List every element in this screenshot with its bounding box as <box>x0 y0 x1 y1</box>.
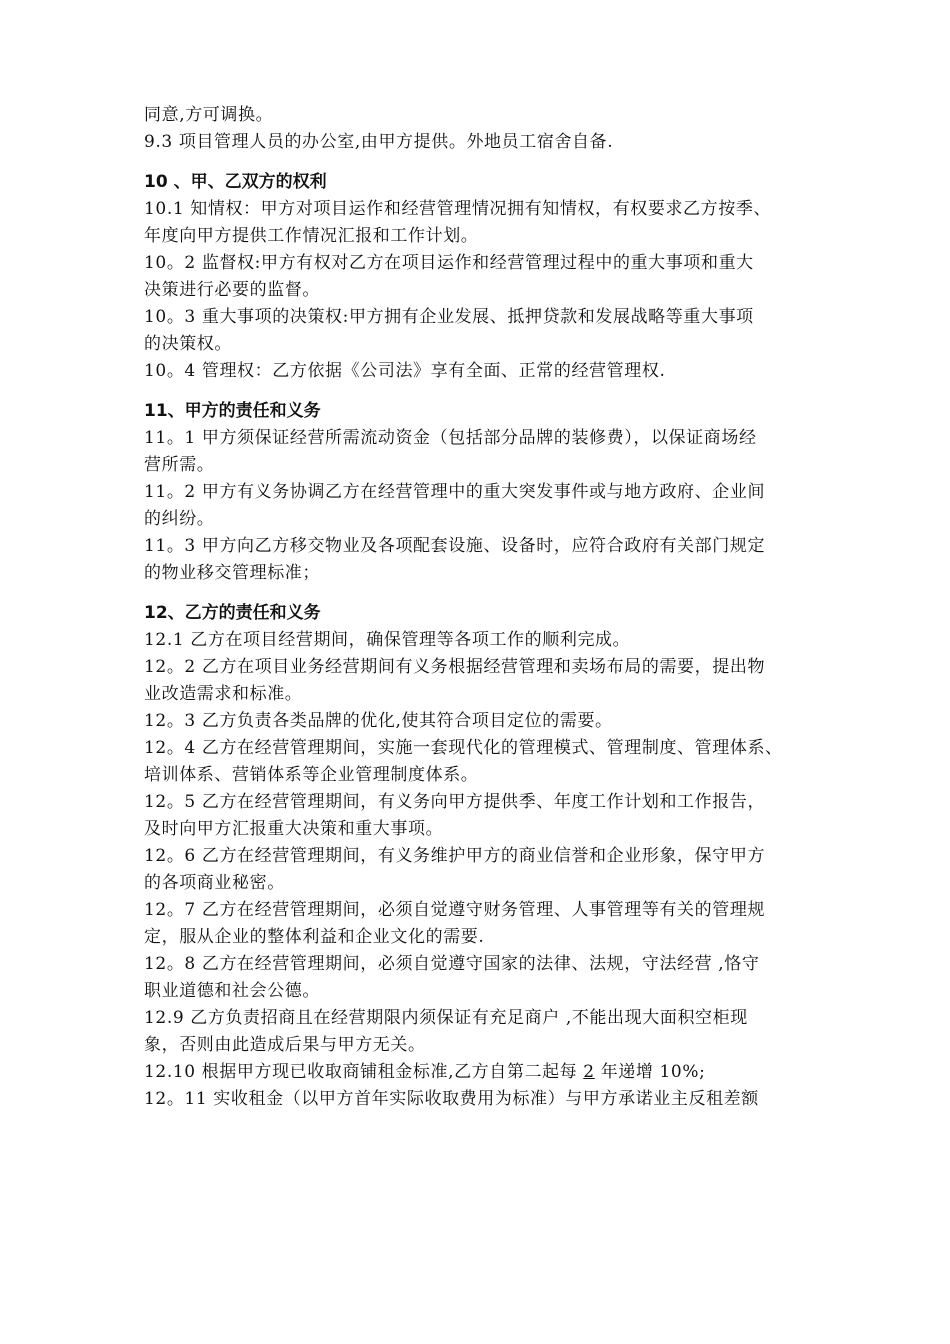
paragraph-line: 9.3 项目管理人员的办公室,由甲方提供。外地员工宿舍自备. <box>144 132 614 152</box>
section-heading-10: 10 、甲、乙双方的权利 <box>144 172 327 192</box>
paragraph-line: 培训体系、营销体系等企业管理制度体系。 <box>144 765 479 785</box>
paragraph-line: 的物业移交管理标准； <box>144 563 320 583</box>
paragraph-line-rent-increase <box>144 1059 812 1086</box>
paragraph-line: 的各项商业秘密。 <box>144 873 285 893</box>
paragraph-line: 同意,方可调换。 <box>144 105 274 125</box>
paragraph-line: 象，否则由此造成后果与甲方无关。 <box>144 1035 426 1055</box>
paragraph-line: 11。2 甲方有义务协调乙方在经营管理中的重大突发事件或与地方政府、企业间 <box>144 482 766 502</box>
rent-increase-prefix: 12.10 根据甲方现已收取商铺租金标准,乙方自第二起每 <box>144 1062 584 1082</box>
paragraph-line: 10.1 知情权：甲方对项目运作和经营管理情况拥有知情权，有权要求乙方按季、 <box>144 199 772 219</box>
paragraph-line: 及时向甲方汇报重大决策和重大事项。 <box>144 819 444 839</box>
paragraph-line: 的决策权。 <box>144 334 232 354</box>
paragraph-line: 11。1 甲方须保证经营所需流动资金（包括部分品牌的装修费），以保证商场经 <box>144 428 757 448</box>
paragraph-line: 职业道德和社会公德。 <box>144 981 320 1001</box>
paragraph-line: 12。5 乙方在经营管理期间，有义务向甲方提供季、年度工作计划和工作报告， <box>144 792 766 812</box>
paragraph-line: 年度向甲方提供工作情况汇报和工作计划。 <box>144 226 479 246</box>
paragraph-line: 12.1 乙方在项目经营期间，确保管理等各项工作的顺利完成。 <box>144 630 631 650</box>
paragraph-line: 12。3 乙方负责各类品牌的优化,使其符合项目定位的需要。 <box>144 711 613 731</box>
rent-increase-years: 2 <box>583 1062 595 1082</box>
paragraph-line: 的纠纷。 <box>144 509 215 529</box>
paragraph-line: 12。4 乙方在经营管理期间，实施一套现代化的管理模式、管理制度、管理体系、 <box>144 738 783 758</box>
paragraph-line: 12。7 乙方在经营管理期间，必须自觉遵守财务管理、人事管理等有关的管理规 <box>144 900 766 920</box>
paragraph-line: 10。3 重大事项的决策权:甲方拥有企业发展、抵押贷款和发展战略等重大事项 <box>144 307 754 327</box>
section-heading-12: 12、乙方的责任和义务 <box>144 603 321 623</box>
paragraph-line: 营所需。 <box>144 455 215 475</box>
paragraph-line: 决策进行必要的监督。 <box>144 280 320 300</box>
paragraph-line: 11。3 甲方向乙方移交物业及各项配套设施、设备时，应符合政府有关部门规定 <box>144 536 766 556</box>
paragraph-line: 10。4 管理权：乙方依据《公司法》享有全面、正常的经营管理权. <box>144 361 666 381</box>
paragraph-line: 12。6 乙方在经营管理期间，有义务维护甲方的商业信誉和企业形象，保守甲方 <box>144 846 766 866</box>
document-page <box>144 102 812 1113</box>
paragraph-line: 12。8 乙方在经营管理期间，必须自觉遵守国家的法律、法规，守法经营 ,恪守 <box>144 954 760 974</box>
section-heading-11: 11、甲方的责任和义务 <box>144 401 321 421</box>
paragraph-line: 定，服从企业的整体利益和企业文化的需要. <box>144 927 485 947</box>
paragraph-line: 12.9 乙方负责招商且在经营期限内须保证有充足商户 ,不能出现大面积空柜现 <box>144 1008 748 1028</box>
paragraph-line: 12。2 乙方在项目业务经营期间有义务根据经营管理和卖场布局的需要，提出物 <box>144 657 766 677</box>
rent-increase-suffix: 年递增 10%; <box>594 1062 706 1082</box>
paragraph-line: 10。2 监督权:甲方有权对乙方在项目运作和经营管理过程中的重大事项和重大 <box>144 253 754 273</box>
paragraph-line: 业改造需求和标准。 <box>144 684 303 704</box>
paragraph-line: 12。11 实收租金（以甲方首年实际收取费用为标准）与甲方承诺业主反租差额 <box>144 1089 759 1109</box>
